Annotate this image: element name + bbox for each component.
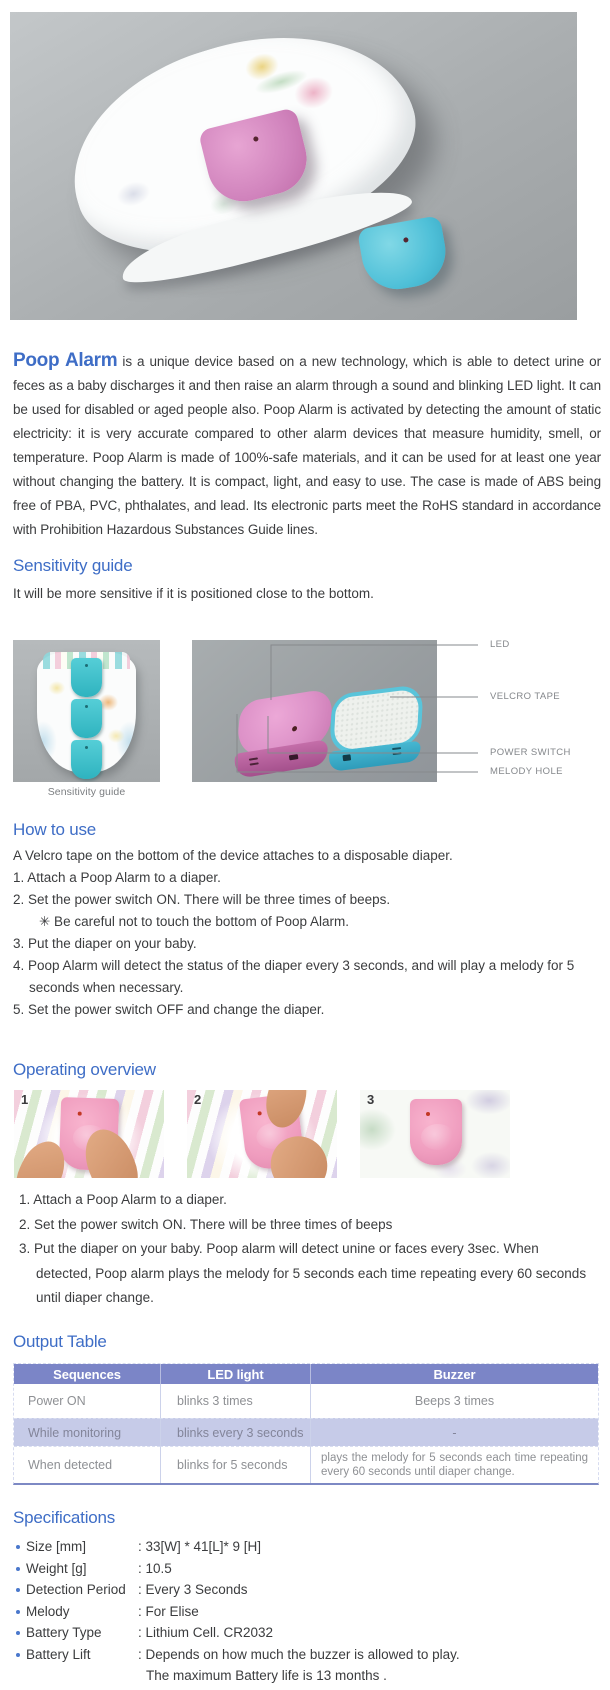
table-header-sequences: Sequences: [14, 1364, 160, 1384]
section-heading-specifications: Specifications: [13, 1508, 116, 1527]
how-step-2: 2. Set the power switch ON. There will be three times of beeps.: [13, 892, 391, 907]
spec-label: Melody: [26, 1603, 70, 1619]
how-step-1: 1. Attach a Poop Alarm to a diaper.: [13, 870, 221, 885]
callout-label-led: LED: [490, 639, 510, 650]
callout-label-power-switch: POWER SWITCH: [490, 747, 571, 758]
how-step-3: 3. Put the diaper on your baby.: [13, 936, 197, 951]
specifications-list: [13, 1536, 597, 1687]
how-note: ✳ Be careful not to touch the bottom of Poop Alarm.: [39, 914, 349, 929]
how-to-use-list: [13, 845, 599, 1021]
spec-label: Battery Type: [26, 1625, 102, 1640]
section-heading-sensitivity: Sensitivity guide: [13, 556, 133, 575]
spec-row: [13, 1579, 597, 1601]
callout-label-velcro-tape: VELCRO TAPE: [490, 691, 561, 702]
intro-paragraph: [13, 350, 601, 542]
spec-label: Weight [g]: [26, 1560, 87, 1576]
table-cell: blinks 3 times: [160, 1384, 310, 1418]
cyan-device-top: [71, 658, 102, 697]
bullet-icon: [13, 1622, 26, 1644]
how-step-4: 4. Poop Alarm will detect the status of the diaper every 3 seconds, and will play a melody for 5 seconds when necessary.: [13, 958, 575, 995]
spec-row: [13, 1622, 597, 1644]
spec-row: [13, 1558, 597, 1580]
spec-value: : 10.5: [138, 1560, 172, 1576]
bullet-icon: [13, 1558, 26, 1580]
blue-device-illustration: [323, 684, 429, 781]
spec-row: [13, 1536, 597, 1558]
op-photo-3: [360, 1090, 510, 1178]
spec-value: : Depends on how much the buzzer is allowed to play. The maximum Battery life is 13 months .: [138, 1646, 460, 1683]
photo-caption: Sensitivity guide: [47, 786, 126, 798]
table-cell: blinks every 3 seconds: [160, 1418, 310, 1446]
section-heading-operating: Operating overview: [13, 1060, 156, 1079]
spec-value: : Every 3 Seconds: [138, 1582, 248, 1597]
op-step-2: 2. Set the power switch ON. There will be three times of beeps: [19, 1216, 393, 1232]
spec-label: Battery Lift: [26, 1646, 91, 1662]
hero-photo: [10, 12, 577, 320]
table-cell: Beeps 3 times: [310, 1384, 598, 1418]
product-name: Poop Alarm: [13, 349, 118, 371]
how-intro: A Velcro tape on the bottom of the device attaches to a disposable diaper.: [13, 848, 453, 863]
spec-label: Detection Period: [26, 1582, 126, 1597]
output-table: [13, 1363, 599, 1485]
spec-value: : Lithium Cell. CR2032: [138, 1625, 274, 1640]
how-step-5: 5. Set the power switch OFF and change the diaper.: [13, 1002, 325, 1017]
pink-device-illustration: [410, 1099, 462, 1165]
cyan-device-bottom: [71, 740, 102, 779]
intro-text: is a unique device based on a new technology, which is able to detect urine or feces as a baby discharges it and then raise an alarm through a sound and blinking LED light. It can be used for disabled or aged people also. Poop Alarm is activated by detecting the amount of static electricity: it is very accurate compared to other alarm devices that measure humidity, smell, or temperature. Poop Alarm is made of 100%-safe materials, and it can be used for at least one year without changing the battery. It is compact, light, and easy to use. The case is made of ABS being free of PBA, PVC, phthalates, and lead. Its electronic parts meet the RoHS standard in accordance with Prohibition Hazardous Substances Guide lines.: [13, 353, 601, 537]
bullet-icon: [13, 1536, 26, 1558]
spec-row: [13, 1644, 597, 1687]
operating-steps: [19, 1188, 595, 1311]
spec-label: Size [mm]: [26, 1539, 87, 1554]
table-cell: When detected: [14, 1446, 160, 1483]
callout-label-melody-hole: MELODY HOLE: [490, 766, 563, 777]
table-header-led-light: LED light: [160, 1364, 310, 1384]
blue-device: [357, 215, 451, 295]
table-cell: Power ON: [28, 1394, 86, 1408]
table-cell: While monitoring: [14, 1418, 160, 1446]
op-photo-2: [187, 1090, 337, 1178]
sensitivity-description: It will be more sensitive if it is positioned close to the bottom.: [13, 586, 374, 601]
section-heading-how-to-use: How to use: [13, 820, 97, 839]
table-header-buzzer: Buzzer: [310, 1364, 598, 1384]
spec-value: : 33[W] * 41[L]* 9 [H]: [138, 1539, 262, 1554]
section-heading-output-table: Output Table: [13, 1332, 107, 1351]
spec-value: : For Elise: [138, 1603, 199, 1619]
cyan-device-middle: [71, 699, 102, 738]
spec-row: [13, 1601, 597, 1623]
sensitivity-photo: [13, 640, 160, 782]
op-photo-1: [14, 1090, 164, 1178]
op-photo-number: 1: [21, 1092, 29, 1107]
bullet-icon: [13, 1644, 26, 1687]
bullet-icon: [13, 1579, 26, 1601]
op-step-1: 1. Attach a Poop Alarm to a diaper.: [19, 1192, 227, 1207]
table-cell: plays the melody for 5 seconds each time repeating every 60 seconds until diaper change.: [310, 1446, 598, 1483]
table-cell: -: [310, 1418, 598, 1446]
table-cell: blinks for 5 seconds: [160, 1446, 310, 1483]
op-step-3: 3. Put the diaper on your baby. Poop alarm will detect unine or faces every 3sec. When detected, Poop alarm plays the melody for 5 seconds each time repeating every 60 seconds until diaper change.: [19, 1241, 587, 1305]
op-photo-number: 2: [194, 1092, 202, 1107]
op-photo-number: 3: [367, 1092, 375, 1107]
device-callout-photo: [192, 640, 437, 782]
bullet-icon: [13, 1601, 26, 1623]
